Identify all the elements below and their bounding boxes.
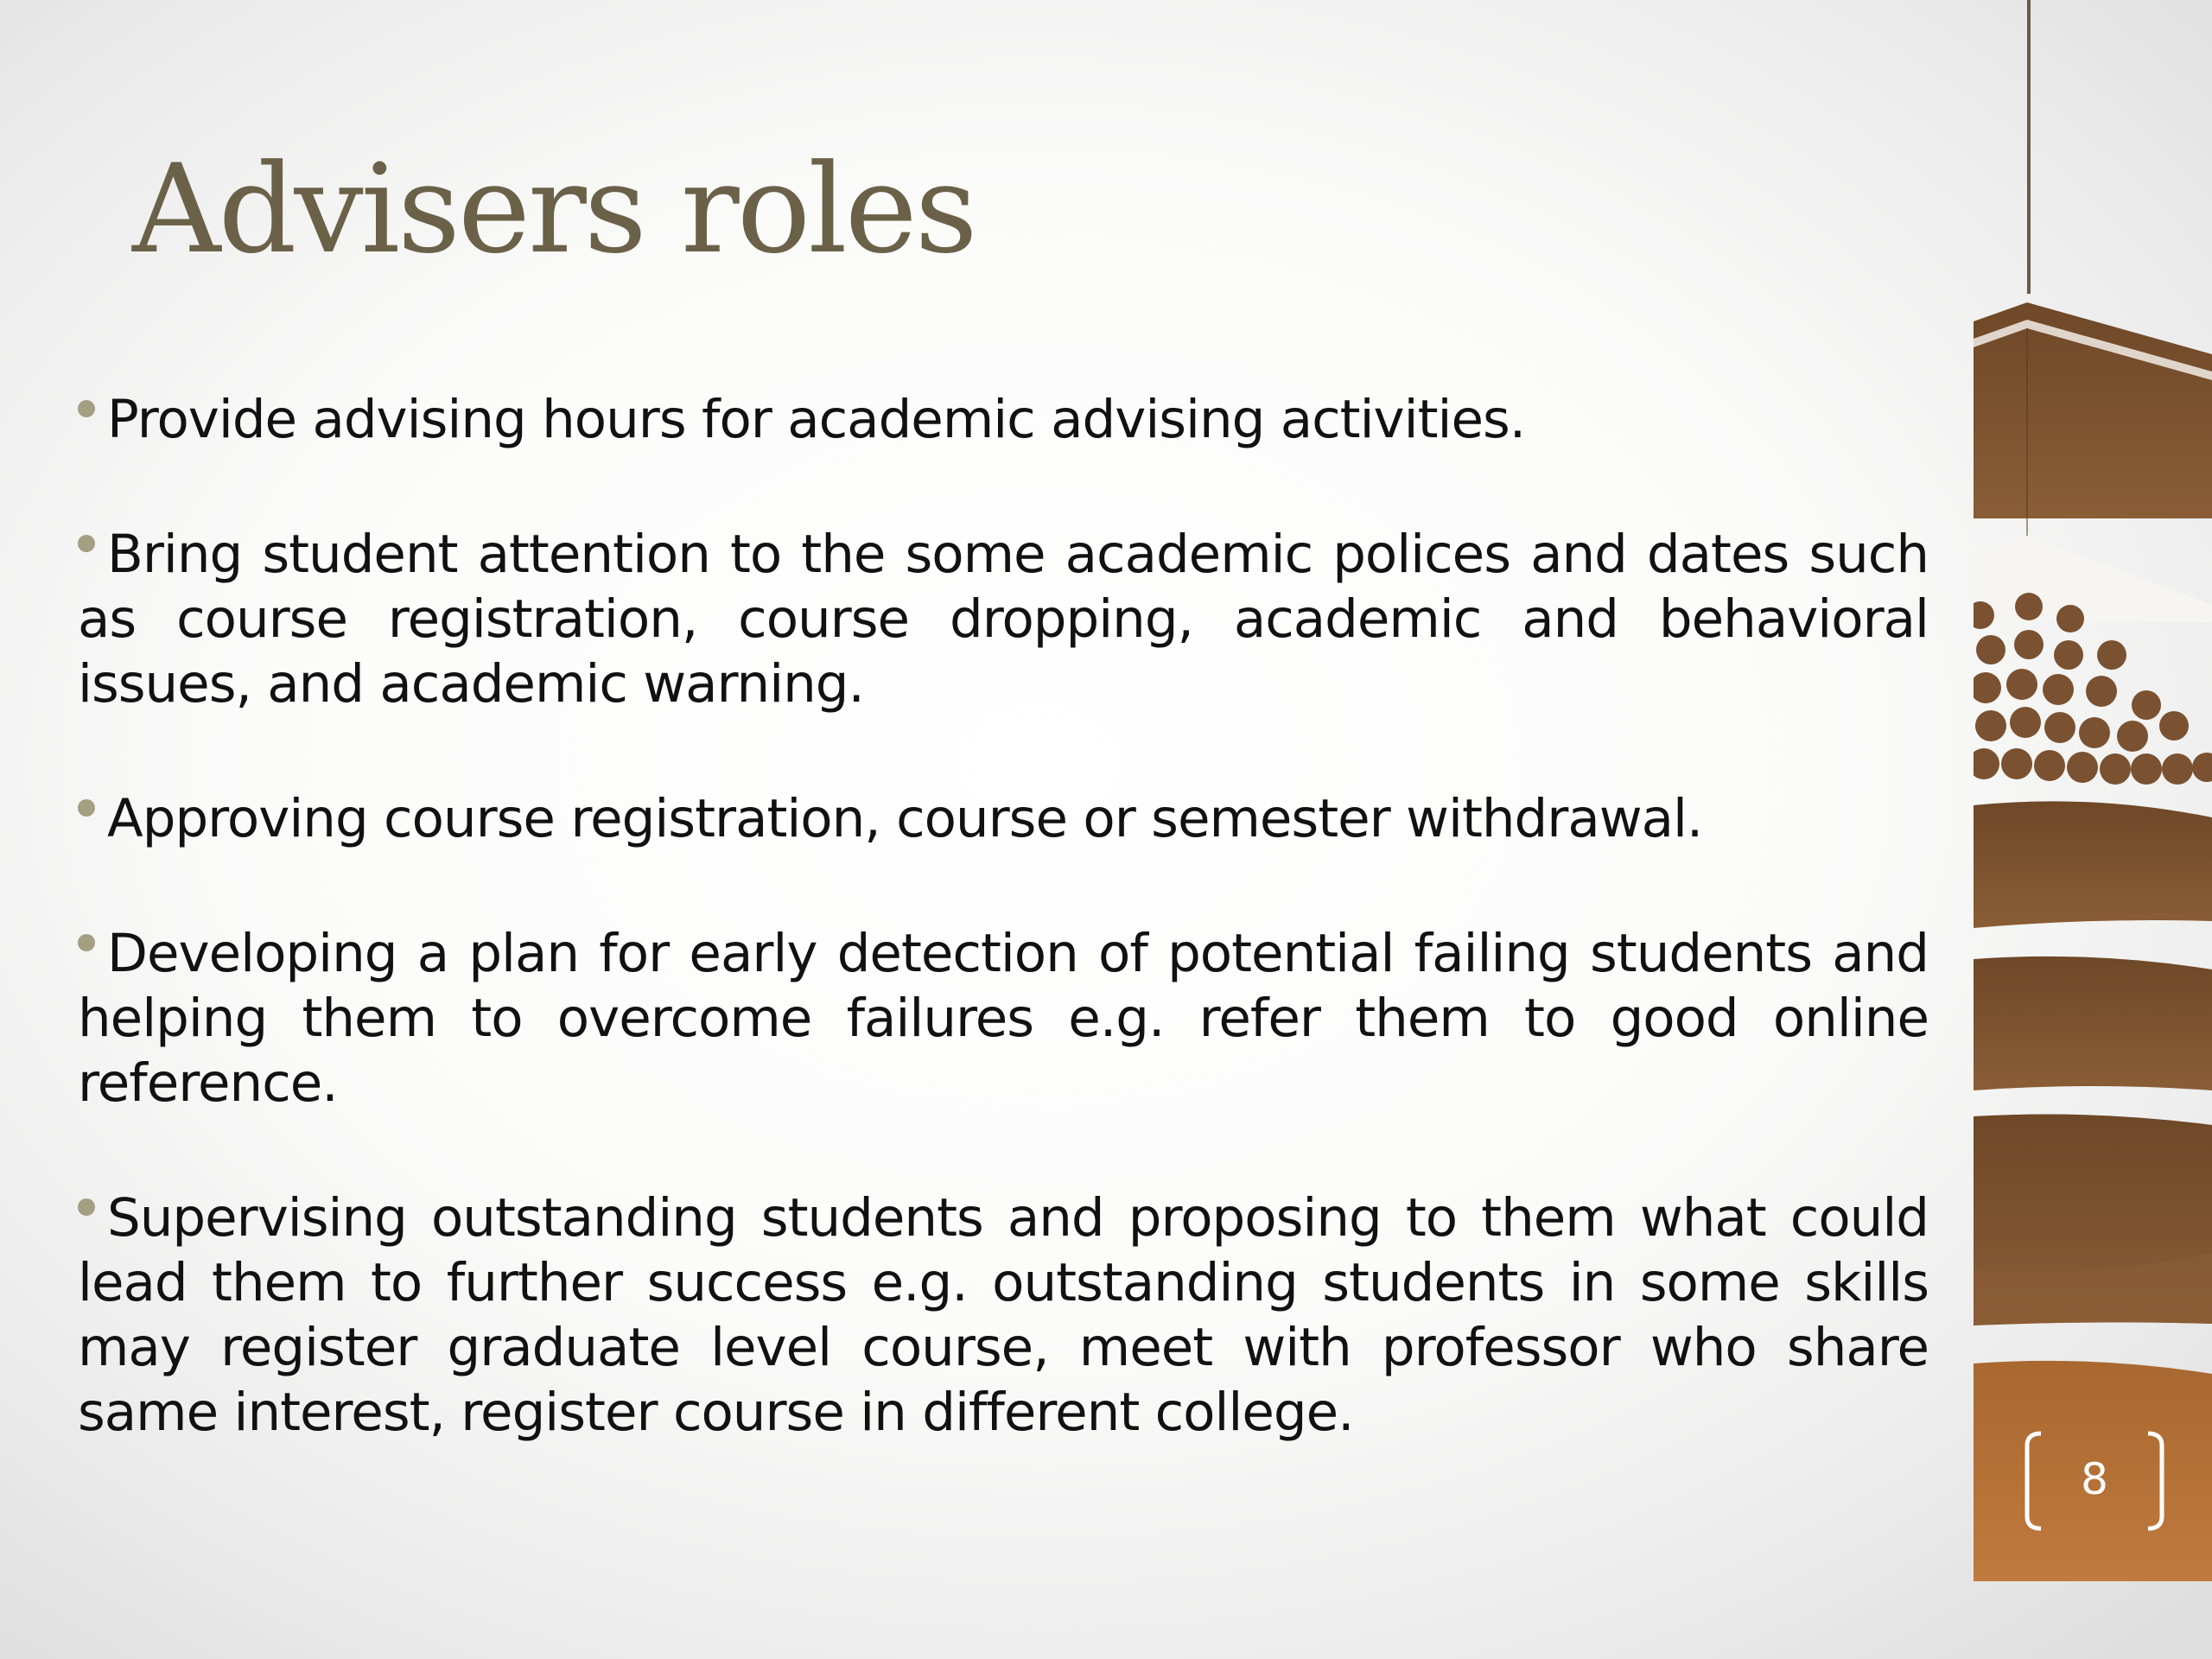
roof-band [1974, 302, 2212, 518]
page-number: 8 [2081, 1454, 2108, 1504]
bullet-text: Supervising outstanding students and proposing to them what could lead them to further success e.g. outstanding students in some skills may register graduate level course, meet with professor who share same interest, register course in different college. [78, 1187, 1929, 1443]
bullet-text: Approving course registration, course or semester withdrawal. [107, 788, 1703, 849]
decorative-tower-graphic [1974, 0, 2212, 1659]
bullet-text: Bring student attention to the some academic polices and dates such as course registration, course dropping, academic and behavioral issues, and academic warning. [78, 524, 1929, 715]
bullet-dot-icon [78, 400, 95, 417]
bullet-item [78, 1185, 1929, 1445]
bullet-item [78, 522, 1929, 716]
bullet-item [78, 786, 1929, 851]
stripe-1 [1974, 801, 2212, 928]
bullet-dot-icon [78, 799, 95, 817]
bullet-text: Provide advising hours for academic advising activities. [107, 389, 1526, 450]
slide-title: Advisers roles [132, 138, 976, 281]
bullet-item [78, 387, 1929, 452]
bullet-dot-icon [78, 535, 95, 552]
bullet-text: Developing a plan for early detection of potential failing students and helping them to overcome failures e.g. refer them to good online reference. [78, 923, 1929, 1114]
bullet-item [78, 921, 1929, 1116]
stripe-2 [1974, 957, 2212, 1090]
bullet-dot-icon [78, 934, 95, 951]
bullet-list [78, 387, 1929, 1515]
bullet-dot-icon [78, 1198, 95, 1216]
spire-line [2027, 0, 2031, 294]
